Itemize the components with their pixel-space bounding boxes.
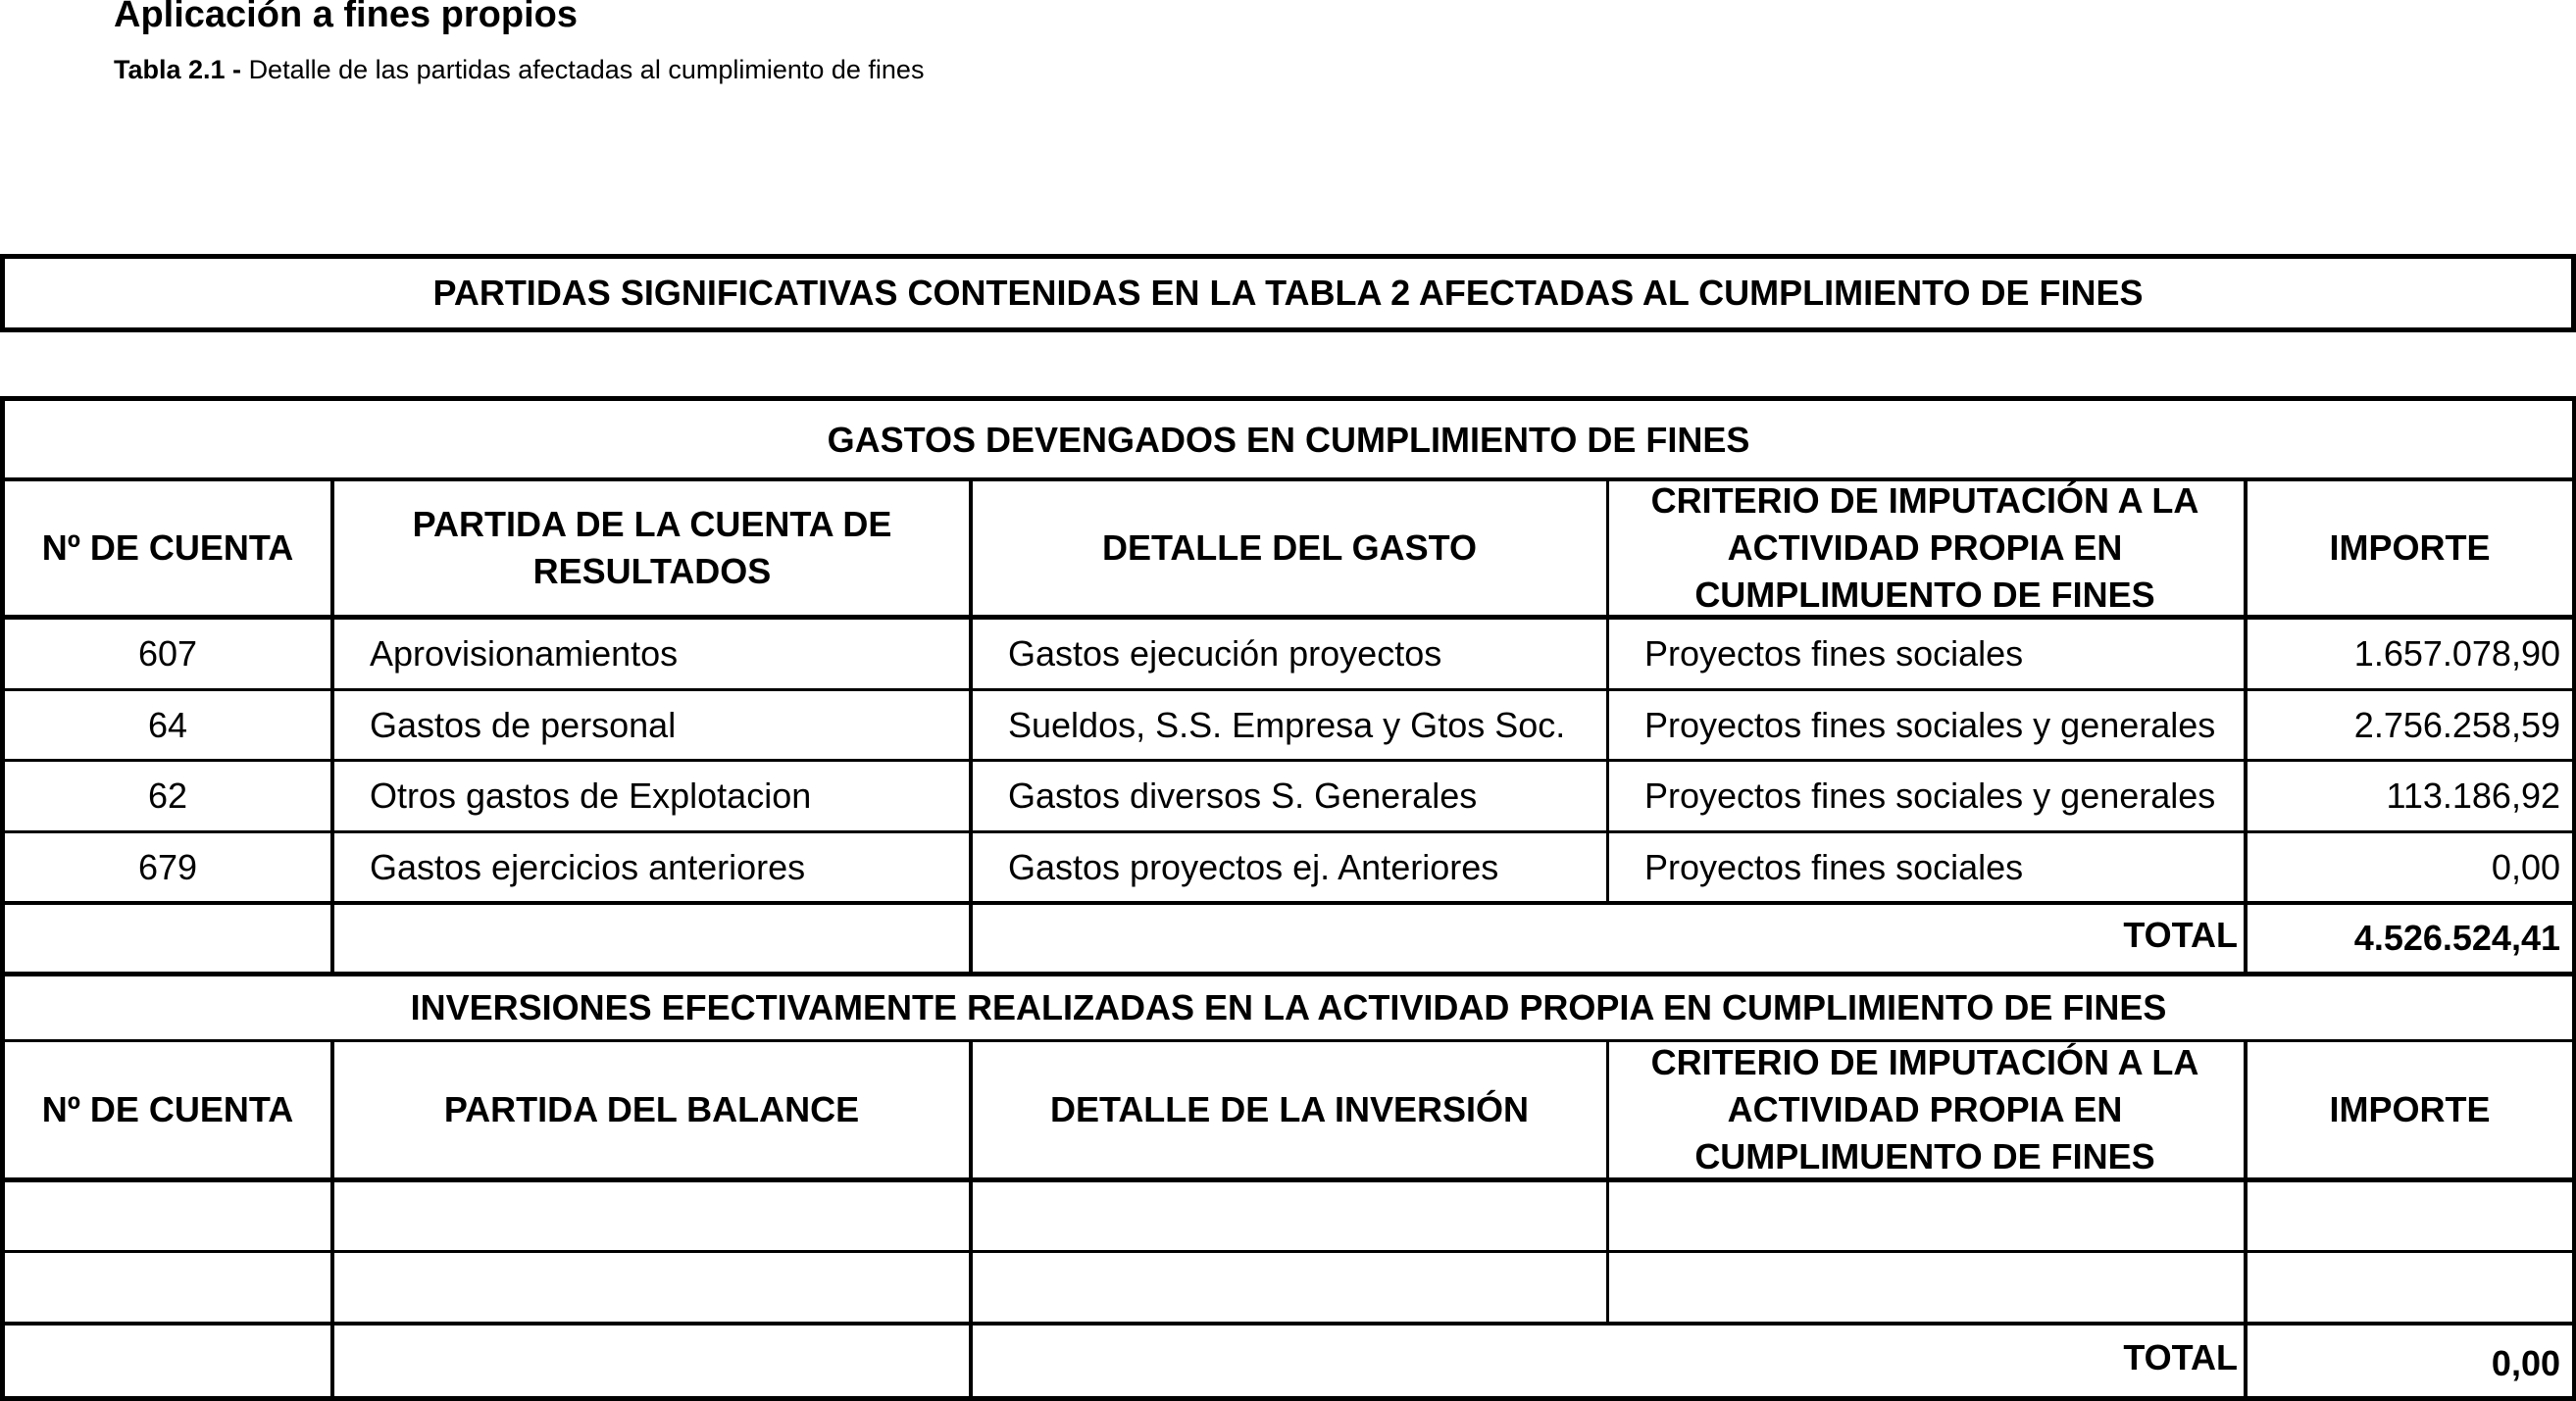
inv-column-header-criterio: CRITERIO DE IMPUTACIÓN A LA ACTIVIDAD PROPIA EN CUMPLIMUENTO DE FINES xyxy=(1650,1042,2199,1176)
gastos-row-2-importe: 2.756.258,59 xyxy=(2353,704,2560,745)
column-header-partida: PARTIDA DE LA CUENTA DE RESULTADOS xyxy=(412,504,892,591)
gastos-row-3-partida: Otros gastos de Explotacion xyxy=(370,776,812,816)
inversiones-total-label: TOTAL xyxy=(2123,1337,2238,1377)
gastos-total-value: 4.526.524,41 xyxy=(2353,918,2560,958)
gastos-row-1-partida: Aprovisionamientos xyxy=(370,633,679,674)
inv-column-header-partida: PARTIDA DEL BALANCE xyxy=(443,1089,860,1129)
gastos-row-1-criterio: Proyectos fines sociales xyxy=(1644,633,2024,674)
inv-row-2-cuenta xyxy=(5,1253,330,1322)
inv-row-1-importe xyxy=(2248,1182,2572,1250)
gastos-row-4-criterio: Proyectos fines sociales xyxy=(1644,846,2024,887)
inv-row-2-importe xyxy=(2248,1253,2572,1322)
gastos-row-1-cuenta: 607 xyxy=(137,633,198,674)
inv-column-header-importe: IMPORTE xyxy=(2329,1089,2491,1129)
table-caption xyxy=(114,55,924,85)
inv-row-1-cuenta xyxy=(5,1182,330,1250)
gastos-row-3-cuenta: 62 xyxy=(147,776,188,816)
inv-row-1-detalle xyxy=(973,1182,1606,1250)
gastos-row-2-cuenta: 64 xyxy=(147,704,188,745)
fines-table xyxy=(0,396,2576,1401)
gastos-row-2-partida: Gastos de personal xyxy=(370,704,677,745)
table-caption-text: Detalle de las partidas afectadas al cumplimiento de fines xyxy=(248,55,925,84)
inversiones-total-value: 0,00 xyxy=(2491,1342,2560,1383)
gastos-row-4-importe: 0,00 xyxy=(2491,846,2560,887)
gastos-row-1-importe: 1.657.078,90 xyxy=(2353,633,2560,674)
inv-column-header-detalle: DETALLE DE LA INVERSIÓN xyxy=(1049,1089,1530,1129)
gastos-row-3-detalle: Gastos diversos S. Generales xyxy=(1008,776,1478,816)
inv-row-2-detalle xyxy=(973,1253,1606,1322)
inv-row-2-criterio xyxy=(1609,1253,2244,1322)
gastos-row-2-detalle: Sueldos, S.S. Empresa y Gtos Soc. xyxy=(1008,704,1566,745)
section-banner: PARTIDAS SIGNIFICATIVAS CONTENIDAS EN LA TABLA 2 AFECTADAS AL CUMPLIMIENTO DE FINES xyxy=(0,254,2576,332)
column-header-cuenta: Nº DE CUENTA xyxy=(41,527,294,568)
column-header-importe: IMPORTE xyxy=(2329,527,2491,568)
inversiones-section-title: INVERSIONES EFECTIVAMENTE REALIZADAS EN LA ACTIVIDAD PROPIA EN CUMPLIMIENTO DE FINES xyxy=(410,987,2167,1027)
gastos-row-2-criterio: Proyectos fines sociales y generales xyxy=(1644,704,2216,745)
table-caption-number: Tabla 2.1 - xyxy=(114,55,242,84)
gastos-row-4-partida: Gastos ejercicios anteriores xyxy=(370,846,806,887)
gastos-row-4-detalle: Gastos proyectos ej. Anteriores xyxy=(1008,846,1499,887)
document-title: Aplicación a fines propios xyxy=(114,0,578,35)
inv-row-1-criterio xyxy=(1609,1182,2244,1250)
column-header-detalle: DETALLE DEL GASTO xyxy=(1101,527,1478,568)
gastos-row-3-importe: 113.186,92 xyxy=(2386,776,2560,816)
column-header-criterio: CRITERIO DE IMPUTACIÓN A LA ACTIVIDAD PROPIA EN CUMPLIMUENTO DE FINES xyxy=(1650,481,2199,615)
gastos-row-1-detalle: Gastos ejecución proyectos xyxy=(1008,633,1442,674)
gastos-section-title: GASTOS DEVENGADOS EN CUMPLIMIENTO DE FINES xyxy=(827,420,1750,460)
gastos-row-4-cuenta: 679 xyxy=(137,846,198,887)
gastos-row-3-criterio: Proyectos fines sociales y generales xyxy=(1644,776,2216,816)
inv-column-header-cuenta: Nº DE CUENTA xyxy=(41,1089,294,1129)
inv-row-2-partida xyxy=(334,1253,969,1322)
inv-row-1-partida xyxy=(334,1182,969,1250)
gastos-total-label: TOTAL xyxy=(2123,915,2238,955)
